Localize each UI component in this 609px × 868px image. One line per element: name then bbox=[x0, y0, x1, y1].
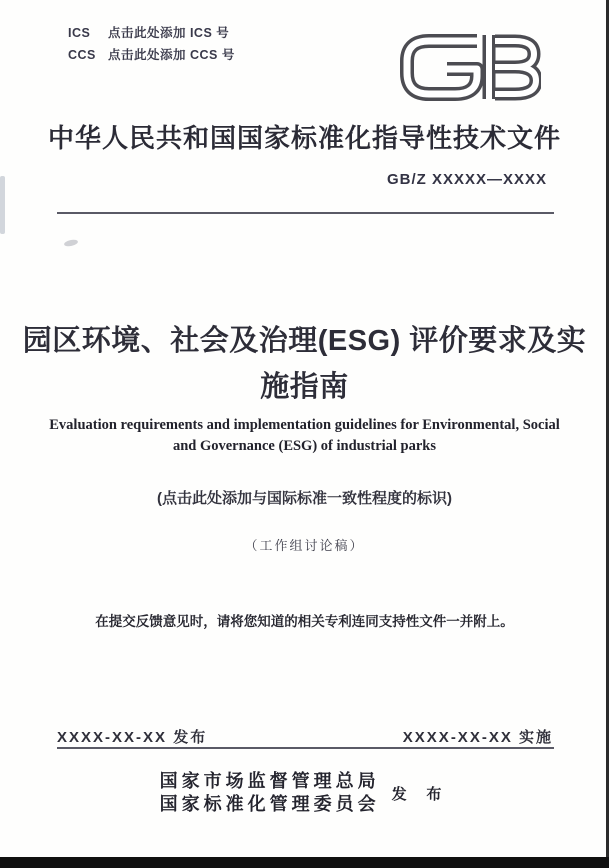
issue-verb: 发 布 bbox=[391, 786, 450, 803]
footer-rule bbox=[57, 747, 554, 749]
patent-notice: 在提交反馈意见时，请将您知道的相关专利连同支持性文件一并附上。 bbox=[95, 614, 514, 629]
gb-logo-icon bbox=[391, 26, 541, 108]
issue-date: XXXX-XX-XX 发布 bbox=[57, 729, 208, 746]
header-rule bbox=[57, 212, 554, 214]
issuer-names bbox=[160, 770, 380, 816]
ics-row bbox=[68, 22, 235, 44]
scan-smudge-left bbox=[0, 176, 5, 234]
ink-smudge bbox=[64, 239, 79, 248]
ccs-row bbox=[68, 44, 235, 66]
issuer-block bbox=[0, 770, 609, 816]
scan-edge-bottom bbox=[0, 857, 609, 868]
issuer-line2: 国家标准化管理委员会 bbox=[159, 794, 380, 814]
ccs-placeholder[interactable]: 点击此处添加 CCS 号 bbox=[107, 48, 235, 62]
document-title-en-line1: Evaluation requirements and implementation guidelines for Environmental, Social bbox=[49, 417, 560, 433]
document-title-en bbox=[40, 415, 569, 457]
ccs-label: CCS bbox=[68, 48, 96, 62]
issuer-line1: 国家市场监督管理总局 bbox=[159, 771, 380, 791]
document-title-zh-line2: 施指南 bbox=[260, 371, 349, 403]
ics-label: ICS bbox=[68, 26, 91, 40]
document-title-en-line2: and Governance (ESG) of industrial parks bbox=[172, 438, 437, 454]
draft-stage-label: （工作组讨论稿） bbox=[244, 538, 365, 553]
ics-placeholder[interactable]: 点击此处添加 ICS 号 bbox=[107, 26, 230, 40]
consistency-placeholder[interactable]: (点击此处添加与国际标准一致性程度的标识) bbox=[157, 490, 452, 507]
document-title-zh bbox=[20, 318, 589, 410]
document-title-zh-line1: 园区环境、社会及治理(ESG) 评价要求及实 bbox=[22, 325, 587, 357]
implement-date: XXXX-XX-XX 实施 bbox=[402, 729, 553, 746]
standard-number: GB/Z XXXXX—XXXX bbox=[386, 171, 547, 188]
doc-class-title: 中华人民共和国国家标准化指导性技术文件 bbox=[47, 123, 561, 153]
classification-block bbox=[68, 22, 235, 66]
